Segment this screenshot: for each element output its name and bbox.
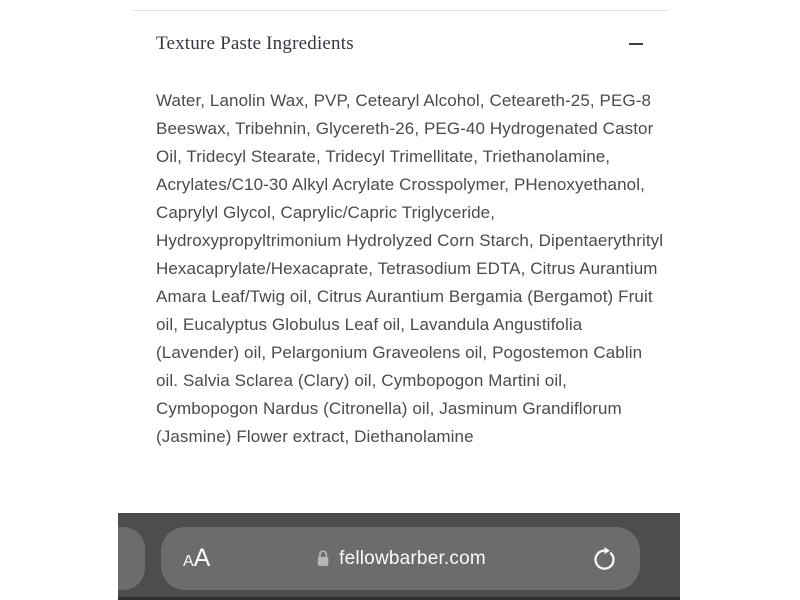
previous-tab-edge[interactable]	[118, 527, 145, 590]
url-text: fellowbarber.com	[339, 547, 486, 569]
minus-icon[interactable]	[629, 34, 643, 54]
text-size-label-large: A	[193, 544, 211, 572]
text-size-button[interactable]	[183, 546, 210, 571]
address-field[interactable]	[315, 548, 486, 570]
safari-bottom-toolbar	[118, 513, 680, 600]
accordion-header-texture-paste-ingredients[interactable]	[156, 33, 643, 55]
text-size-label-small: A	[183, 553, 194, 570]
ingredients-text: Water, Lanolin Wax, PVP, Cetearyl Alcohol, Ceteareth-25, PEG-8 Beeswax, Tribehnin, Glycereth-26, PEG-40 Hydrogenated Castor Oil, Tridecyl Stearate, Tridecyl Trimellitate, Triethanolamine, Acrylates/C10-30 Alkyl Acrylate Crosspolymer, PHenoxyethanol, Caprylyl Glycol, Caprylic/Capric Triglyceride, Hydroxypropyltrimonium Hydrolyzed Corn Starch, Dipentaerythrityl Hexacaprylate/Hexacaprate, Tetrasodium EDTA, Citrus Aurantium Amara Leaf/Twig oil, Citrus Aurantium Bergamia (Bergamot) Fruit oil, Eucalyptus Globulus Leaf oil, Lavandula Angustifolia (Lavender) oil, Pelargonium Graveolens oil, Pogostemon Cablin oil. Salvia Sclarea (Clary) oil, Cymbopogon Martini oil, Cymbopogon Nardus (Citronella) oil, Jasminum Grandiflorum (Jasmine) Flower extract, Diethanolamine	[156, 91, 664, 446]
reload-icon[interactable]	[591, 545, 618, 572]
accordion-title: Texture Paste Ingredients	[156, 33, 354, 54]
section-divider	[133, 10, 668, 11]
lock-icon	[315, 549, 330, 568]
address-bar[interactable]	[161, 527, 640, 590]
